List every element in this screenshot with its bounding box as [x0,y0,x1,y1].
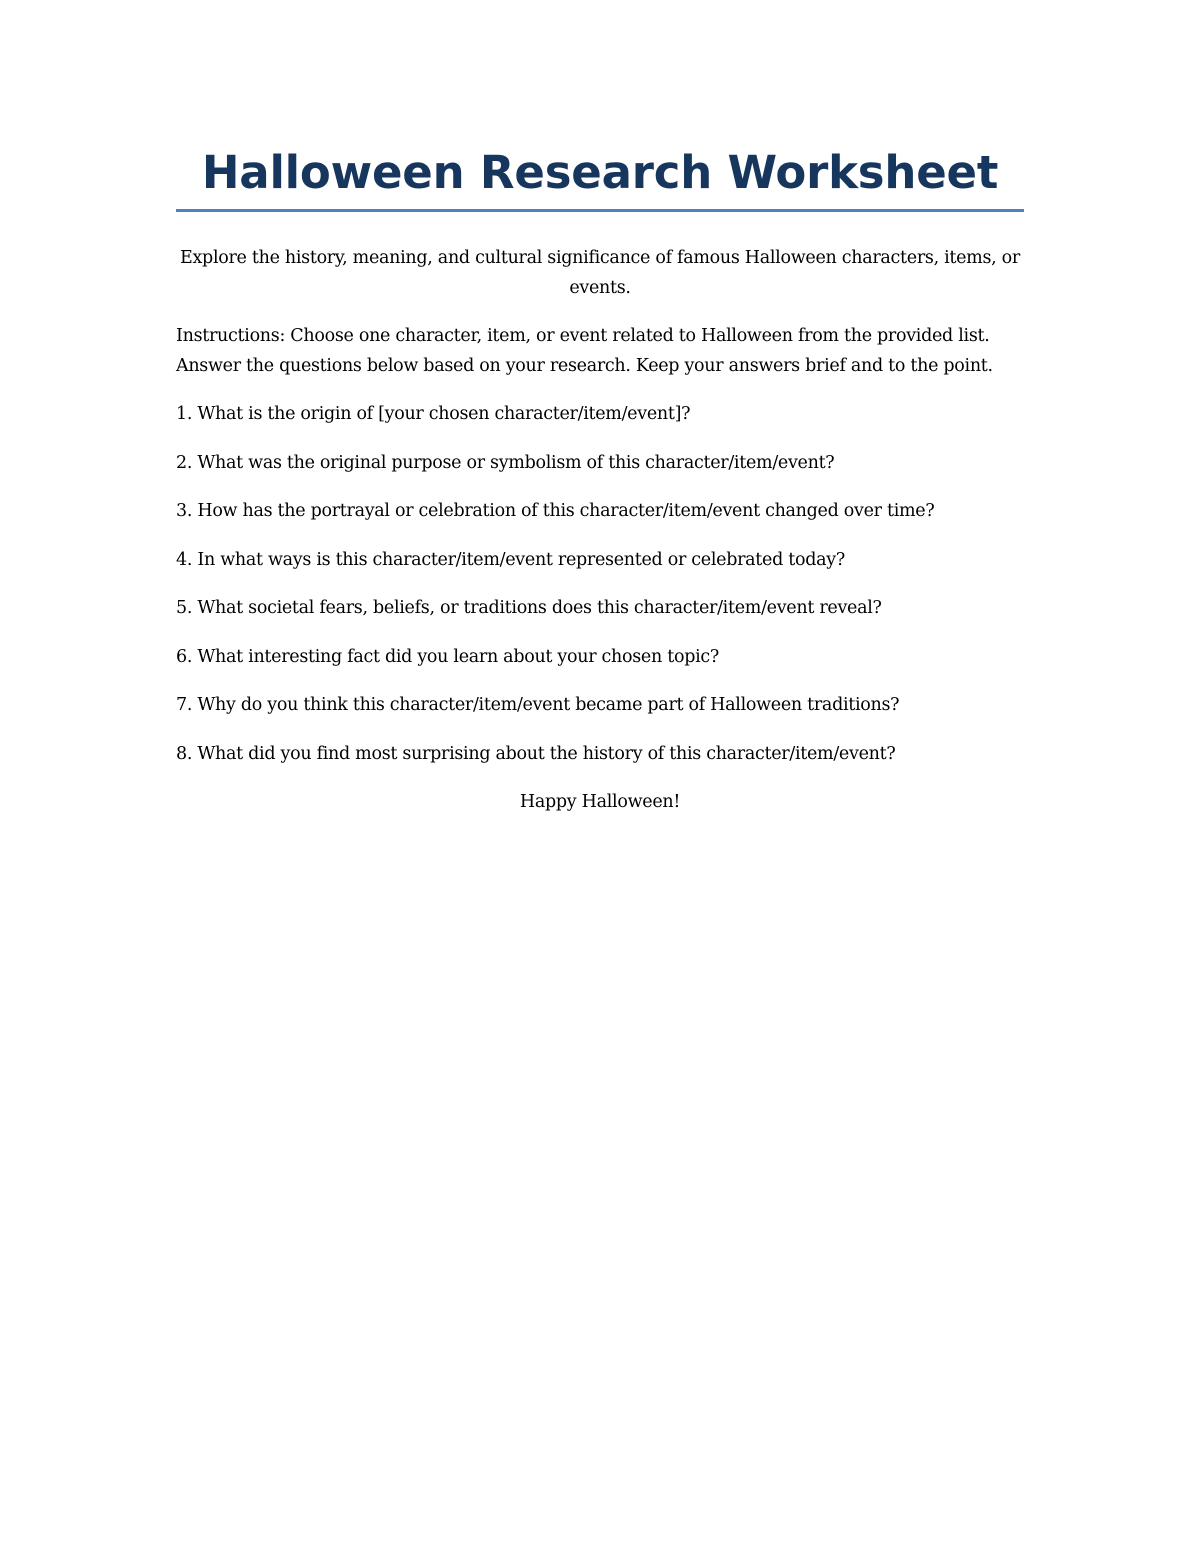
question-item: 8. What did you find most surprising about the history of this character/item/event? [176,743,896,764]
intro-paragraph: Explore the history, meaning, and cultural significance of famous Halloween characters, items, or events. [180,248,1020,298]
document-body [176,140,1024,817]
question-item: 2. What was the original purpose or symbolism of this character/item/event? [176,452,835,473]
question-item: 7. Why do you think this character/item/event became part of Halloween traditions? [176,695,900,715]
question-item: 4. In what ways is this character/item/event represented or celebrated today? [176,549,845,570]
instructions-paragraph: Instructions: Choose one character, item, or event related to Halloween from the provided list. Answer the questions below based on your research. Keep your answers brief and to the point. [176,326,993,376]
question-item: 1. What is the origin of [your chosen character/item/event]? [176,404,691,424]
question-item: 5. What societal fears, beliefs, or traditions does this character/item/event reveal? [176,598,882,618]
question-item: 6. What interesting fact did you learn about your chosen topic? [176,646,719,667]
closing-line: Happy Halloween! [519,792,681,812]
title-divider [176,209,1024,212]
question-item: 3. How has the portrayal or celebration of this character/item/event changed over time? [176,501,935,521]
document-title: Halloween Research Worksheet [201,146,999,199]
question-list [176,399,1024,769]
